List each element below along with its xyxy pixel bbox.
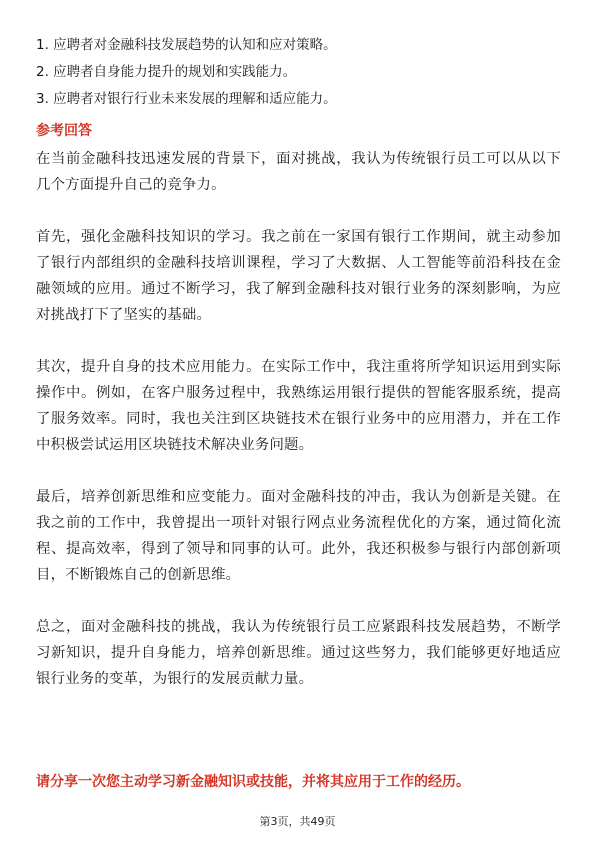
answer-paragraph: 最后，培养创新思维和应变能力。面对金融科技的冲击，我认为创新是关键。在我之前的工作中，我曾提出一项针对银行网点业务流程优化的方案，通过简化流程、提高效率，得到了领导和同事的认可。此外，我还积极参与银行内部创新项目，不断锻炼自己的创新思维。 (36, 489, 561, 583)
criteria-item: 3. 应聘者对银行行业未来发展的理解和适应能力。 (36, 91, 337, 107)
answer-paragraph: 总之，面对金融科技的挑战，我认为传统银行员工应紧跟科技发展趋势，不断学习新知识，提升自身能力，培养创新思维。通过这些努力，我们能够更好地适应银行业务的变革，为银行的发展贡献力量。 (36, 619, 561, 687)
criteria-item: 2. 应聘者自身能力提升的规划和实践能力。 (36, 64, 297, 80)
next-interview-question: 请分享一次您主动学习新金融知识或技能，并将其应用于工作的经历。 (36, 774, 470, 790)
answer-paragraph: 在当前金融科技迅速发展的背景下，面对挑战，我认为传统银行员工可以从以下几个方面提升自己的竞争力。 (36, 151, 561, 193)
criteria-item: 1. 应聘者对金融科技发展趋势的认知和应对策略。 (36, 37, 337, 53)
answer-paragraph: 其次，提升自身的技术应用能力。在实际工作中，我注重将所学知识运用到实际操作中。例如，在客户服务过程中，我熟练运用银行提供的智能客服系统，提高了服务效率。同时，我也关注到区块链技术在银行业务中的应用潜力，并在工作中积极尝试运用区块链技术解决业务问题。 (36, 359, 561, 453)
answer-paragraph: 首先，强化金融科技知识的学习。我之前在一家国有银行工作期间，就主动参加了银行内部组织的金融科技培训课程，学习了大数据、人工智能等前沿科技在金融领域的应用。通过不断学习，我了解到金融科技对银行业务的深刻影响，为应对挑战打下了坚实的基础。 (36, 229, 561, 323)
reference-answer-body (36, 146, 561, 718)
page-number-footer: 第3页，共49页 (259, 815, 336, 828)
evaluation-criteria-list (36, 32, 561, 113)
reference-answer-label: 参考回答 (36, 123, 92, 139)
